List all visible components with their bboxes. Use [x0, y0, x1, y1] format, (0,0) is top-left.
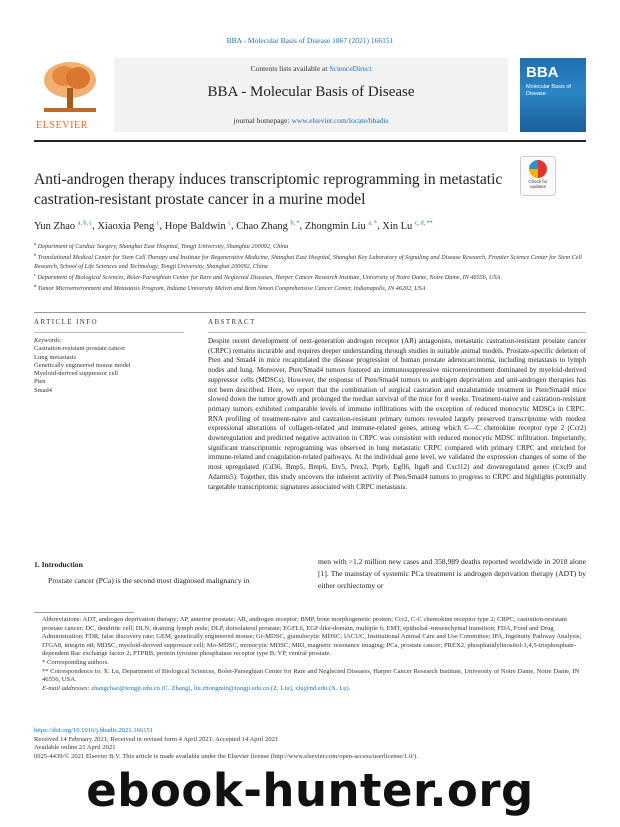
article-info-rule [34, 332, 184, 333]
keywords-label: Keywords: [34, 337, 62, 344]
running-header[interactable]: BBA - Molecular Basis of Disease 1867 (2021) 166151 [226, 36, 394, 45]
license-line: 0925-4439/© 2021 Elsevier B.V. This article is made available under the Elsevier license (http://www.elsevier.com/open-access/userlicense/1.0/). [34, 752, 418, 760]
keyword: Myeloid-derived suppressor cell [34, 370, 119, 378]
doi-link[interactable]: https://doi.org/10.1016/j.bbadis.2021.166151 [34, 727, 154, 734]
journal-masthead [114, 58, 508, 132]
watermark: ebook-hunter.org [86, 764, 534, 817]
footnotes [34, 616, 586, 693]
article-title: Anti-androgen therapy induces transcriptomic reprogramming in metastatic castration-resistant prostate cancer in a murine model [34, 171, 503, 208]
keyword: Castration-resistant prostate cancer [34, 345, 126, 353]
cover-abbrev: BBA [526, 64, 559, 81]
check-updates-icon [529, 160, 547, 178]
cover-subtitle: Molecular Basis of Disease [526, 84, 571, 97]
keyword: Smad4 [34, 386, 53, 394]
affiliations [34, 240, 586, 293]
affiliation: $^a$ Department of Cardiac Surgery, Shanghai East Hospital, Tongji University, Shanghai 200092, China [34, 241, 289, 251]
abstract-text: Despite recent development of next-generation androgen receptor (AR) antagonists, metastatic castration-resistant prostate cancer (CRPC) remains incurable and requires deeper understanding through studies in suitable animal models. Prostate-specific deletion of Pten and Smad4 in mice recapitulated the disease progression of human prostate adenocarcinoma, including metastasis to lymph nodes and lung. Moreover, Pten/Smad4 tumors fostered an immunosuppressive microenvironment dominated by myeloid-derived suppressor cells (MDSCs). However, the response of Pten/Smad4 tumors to androgen deprivation and anti-androgen therapies has not been described. Here, we report that the combination of surgical castration and enzalutamide treatment in Pten/Smad4 mice slowed down the tumor growth and prolonged the median survival of the mice for 8 weeks. Treatment-naive and castration-resistant primary tumors exhibited comparable levels of immune infiltrations with the exception of reduced monocytic MDSCs in CRPC. RNA profiling of treatment-naive and castration-resistant primary tumors revealed largely preserved transcriptome with modest expressional alterations of collagen-related and immune-related genes, among which C—C chemokine receptor type 2 (Ccr2) downregulation and predicted negative activation in CRPC was consistent with reduced monocytic MDSC infiltration. Importantly, significant transcriptomic reprograming was observed in lung metastatic CRPC compared with primary CRPC and enriched for immune-related and coagulation-related pathways. At the individual gene level, we validated the expression changes of some of the most upregulated (Cd36, Bmp5, Bmp6, Etv5, Prex2, Ptprb, Egfl6, Itga8 and Cxcl12) and downregulated genes (Cxcl9 and Adamts5). Together, this study uncovers the inherent activity of Pten/Smad4 tumors to progress to CRPC and highlights potentially targetable transcriptomic signatures associated with CRPC metastasis. [208, 337, 586, 491]
contents-line [114, 64, 508, 73]
intro-paragraph-left: Prostate cancer (PCa) is the second most diagnosed malignancy in [48, 576, 250, 585]
author[interactable]: Chao Zhang $^{b, *}$ [236, 220, 300, 232]
keyword: Pten [34, 378, 46, 386]
received-dates: Received 14 February 2021; Received in revised form 4 April 2021; Accepted 14 April 2021 [34, 735, 279, 743]
keyword: Genetically engineered mouse model [34, 361, 131, 369]
author-list: Yun Zhao $^{a, b, c}$, Xiaoxia Peng $^c$, Hope Baldwin $^c$, Chao Zhang $^{b, *}$, Zhongmin Liu $^{a, *}$, Xin Lu $^{c, d, **}$ [34, 220, 433, 232]
email-note: E-mail addresses: zhangchao@tongji.edu.cn (C. Zhang), liu.zhongmin@tongji.edu.cn (Z. Liu), xlu@nd.edu (X. Lu). [42, 684, 351, 692]
elsevier-logo [34, 58, 106, 130]
author[interactable]: Yun Zhao $^{a, b, c}$ [34, 220, 93, 232]
abbreviations-note: Abbreviations: ADT, androgen deprivation therapy; AP, anterior prostate; AR, androgen receptor; BMP, bone morphogenetic protein; Ccr2, C-C chemokine receptor type 2; CRPC, castration-resistant prostate cancer; DC, dendritic cell; DLN, draining lymph node; DLP, dorsolateral prostate; EGFL6, EGF-like-domain, multiple 6; EMT, epithelial–mesenchymal transition; FDA, Food and Drug Administration; FDR, false discovery rate; GEM, genetically engineered mouse; Gr-MDSC, granulocytic MDSC; IACUC, Institutional Animal Care and Use Committee; IPA, Ingenuity Pathway Analysis; ITGA8, integrin α8; MDSC, myeloid-derived suppressor cell; Mo-MDSC, monocytic MDSC; MRI, magnetic resonance imaging; PCa, prostate cancer; PREX2, phosphatidylinositol-3,4,5-trisphosphate-dependent Rac exchange factor 2; PTPRB, protein tyrosine phosphatase receptor type B; VP, ventral prostate. [42, 616, 582, 658]
keyword: Lung metastasis [34, 353, 77, 361]
homepage-line [114, 116, 508, 125]
abstract [208, 318, 586, 492]
check-updates-label: Check for updates [528, 179, 548, 189]
available-online: Available online 21 April 2021 [34, 744, 116, 752]
contents-prefix: Contents lists available at [250, 64, 330, 73]
article-info-heading: ARTICLE INFO [34, 318, 99, 326]
author[interactable]: Xin Lu $^{c, d, **}$ [382, 220, 433, 232]
author[interactable]: Zhongmin Liu $^{a, *}$ [304, 220, 378, 232]
correspondence-note: ** Correspondence to: X. Lu, Department of Biological Sciences, Boler-Parseghian Center for Rare and Neglected Diseases, Harper Cancer Research Institute, University of Notre Dame, Notre Dame, IN 46556, USA. [42, 667, 580, 684]
affiliation: $^b$ Translational Medical Center for Stem Cell Therapy and Institute for Regenerative Medicine, Shanghai East Hospital, Shanghai Key Laboratory of Signaling and Disease Research, Frontier Science Center for Stem Cell Research, School of Life Sciences and Technology, Tongji University, Shanghai 200092, China [34, 252, 582, 270]
publisher-name: ELSEVIER [36, 120, 89, 131]
affiliation: $^c$ Department of Biological Sciences, Boler-Parseghian Center for Rare and Neglected Diseases, Harper Cancer Research Institute, University of Notre Dame, Notre Dame, IN 46556, USA [34, 271, 501, 281]
journal-title: BBA - Molecular Basis of Disease [207, 84, 415, 100]
corresponding-note: * Corresponding authors. [42, 658, 109, 666]
author[interactable]: Xiaoxia Peng $^c$ [97, 220, 160, 232]
abstract-rule [208, 332, 586, 333]
article-meta [34, 727, 586, 761]
keywords [34, 337, 184, 395]
homepage-prefix: journal homepage: [233, 116, 292, 125]
footnote-rule [34, 612, 134, 613]
header-rule [34, 140, 586, 142]
affiliation: $^d$ Tumor Microenvironment and Metastasis Program, Indiana University Melvin and Bren Simon Comprehensive Cancer Center, Indianapolis, IN 46202, USA [34, 283, 426, 293]
email-links[interactable]: zhangchao@tongji.edu.cn (C. Zhang), liu.zhongmin@tongji.edu.cn (Z. Liu), xlu@nd.edu (X. Lu). [91, 684, 351, 692]
journal-cover [520, 58, 586, 132]
journal-header [34, 58, 586, 136]
sciencedirect-link[interactable]: ScienceDirect [329, 64, 372, 73]
section-heading: 1. Introduction [34, 560, 83, 569]
homepage-link[interactable]: www.elsevier.com/locate/bbadis [291, 116, 389, 125]
article-info [34, 318, 184, 395]
section-rule [34, 312, 586, 313]
intro-paragraph-right: men with >1.2 million new cases and 358,989 deaths reported worldwide in 2018 alone [1]. The mainstay of systemic PCa treatment is androgen deprivation therapy (ADT) by either orchiectomy or [318, 557, 586, 590]
elsevier-tree-icon [34, 58, 106, 118]
abstract-heading: ABSTRACT [208, 318, 256, 326]
author[interactable]: Hope Baldwin $^c$ [164, 220, 231, 232]
check-updates-button[interactable] [520, 156, 556, 196]
